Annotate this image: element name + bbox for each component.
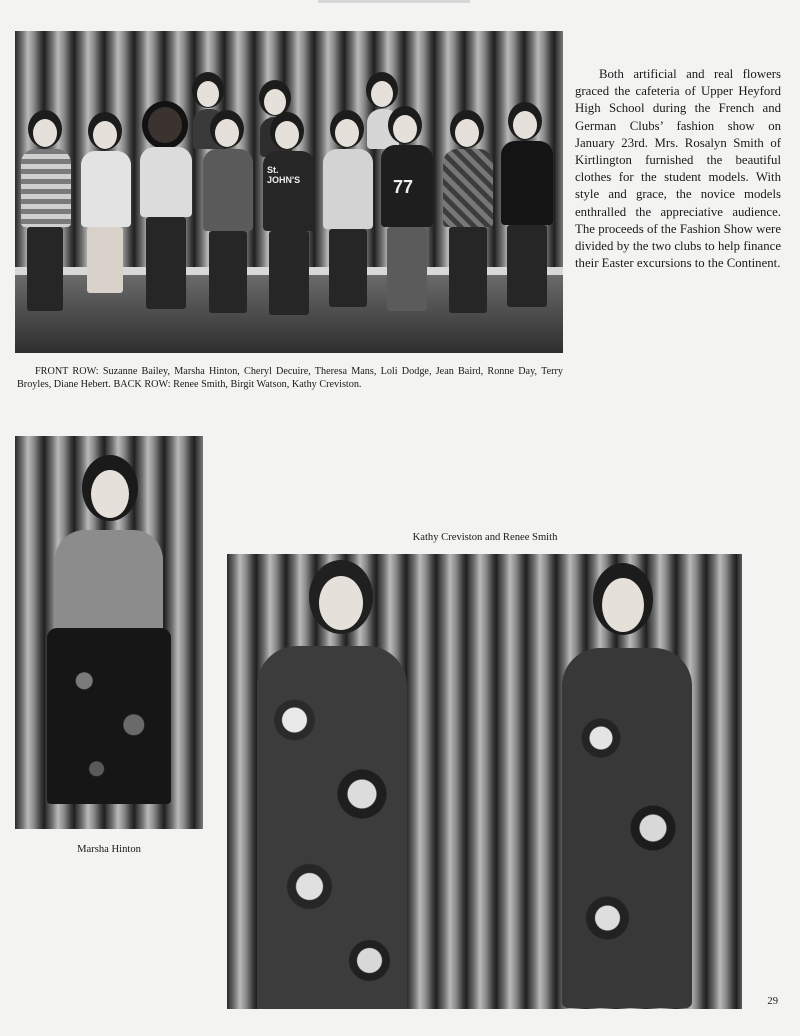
pair-photo	[227, 554, 742, 1009]
shirt-lettering: 77	[393, 177, 414, 197]
group-photo-caption: FRONT ROW: Suzanne Bailey, Marsha Hinton, Cheryl Decuire, Theresa Mans, Loli Dodge, Jean Baird, Ronne Day, Terry Broyles, Diane Hebert. BACK ROW: Renee Smith, Birgit Watson, Kathy Creviston.	[17, 366, 563, 390]
hinton-photo	[15, 436, 203, 829]
article-text: Both artificial and real flowers graced the cafeteria of Upper Heyford High School during the French and German Clubs’ fashion show on January 23rd. Mrs. Rosalyn Smith of Kirtlington furnished the beautiful clothes for the student models. With style and grace, the novice models enthralled the appreciative audience. The proceeds of the Fashion Show were divided by the two clubs to help finance their Easter excursions to the Continent.	[575, 67, 781, 271]
page-number: 29	[767, 996, 778, 1007]
shirt-lettering: St. JOHN'S	[267, 165, 301, 185]
pair-photo-caption: Kathy Creviston and Renee Smith	[412, 532, 558, 543]
hinton-caption: Marsha Hinton	[77, 844, 141, 855]
group-photo	[15, 31, 563, 353]
top-rule	[318, 0, 470, 3]
